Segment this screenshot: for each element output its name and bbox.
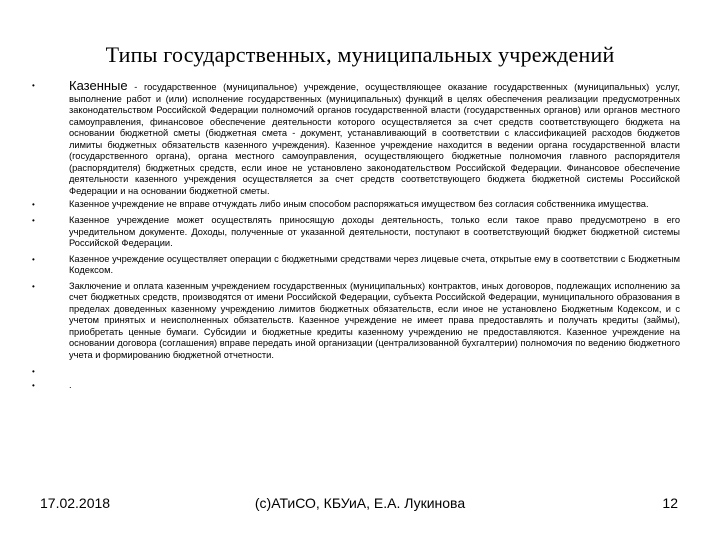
footer-author: (с)АТиСО, КБУиА, Е.А. Лукинова [254, 495, 466, 511]
bullet-text: Казенное учреждение может осуществлять приносящую доходы деятельность, только если такое право предусмотрено в его учредительном документе. Доходы, полученные от указанной деятельности, поступают в соответствующий бюджет бюджетной системы Российской Федерации. [69, 215, 680, 249]
bullet-dot-icon: • [32, 366, 35, 376]
bullet-text: Казенное учреждение осуществляет операции с бюджетными средствами через лицевые счета, открытые ему в соответствии с Бюджетным Кодексом. [69, 253, 680, 276]
bullet-text: - государственное (муниципальное) учреждение, осуществляющее оказание государственных (муниципальных) услуг, выполнение работ и (или) исполнение государственных (муниципальных) функций в целях обеспечения реализации предусмотренных законодательством Российской Федерации полномочий органов государственной власти (государственных органов) или органов местного самоуправления, финансовое обеспечение деятельности которого осуществляется за счет средств соответствующего бюджета на основании бюджетной сметы (бюджетная смета - документ, устанавливающий в соответствии с классификацией расходов бюджетов лимиты бюджетных обязательств казенного учреждения). Казенное учреждение находится в ведении органа государственной власти (государственного органа), органа местного самоуправления, осуществляющего бюджетные полномочия главного распорядителя (распорядителя) бюджетных средств, если иное не установлено законодательством Российской Федерации. Финансовое обеспечение деятельности казенного учреждения осуществляется за счет средств соответствующего бюджета бюджетной системы Российской Федерации и на основании бюджетной сметы. [69, 82, 680, 196]
bullet-item-accounts [32, 254, 680, 277]
bullet-item-property [32, 199, 680, 211]
bullet-item-kazennye [32, 80, 680, 197]
footer-date: 17.02.2018 [40, 495, 111, 511]
bullet-dot-icon: • [32, 381, 35, 391]
bullet-dot-icon: • [32, 216, 35, 226]
bullet-text: Казенное учреждение не вправе отчуждать либо иным способом распоряжаться имуществом без согласия собственника имущества. [69, 199, 649, 210]
bullet-text: . [69, 380, 72, 391]
bullet-dot-icon: • [32, 200, 35, 210]
bullet-term: Казенные [69, 78, 128, 93]
slide-title: Типы государственных, муниципальных учреждений [105, 42, 615, 67]
bullet-item-contracts [32, 281, 680, 362]
bullet-dot-icon: • [32, 254, 35, 264]
bullet-item-income [32, 215, 680, 250]
bullet-item-empty [32, 366, 680, 378]
bullet-list [32, 80, 680, 396]
footer-page-number: 12 [662, 495, 678, 511]
bullet-dot-icon: • [32, 281, 35, 291]
bullet-dot-icon: • [32, 81, 35, 90]
bullet-item-dot [32, 380, 680, 392]
bullet-text: Заключение и оплата казенным учреждением государственных (муниципальных) контрактов, иных договоров, подлежащих исполнению за счет бюджетных средств, производятся от имени Российской Федерации, субъекта Российской Федерации, муниципального образования в пределах доведенных казенному учреждению лимитов бюджетных обязательств, если иное не установлено Бюджетным Кодексом, и с учетом принятых и неисполненных обязательств. Казенное учреждение не имеет права предоставлять и получать кредиты (займы), приобретать ценные бумаги. Субсидии и бюджетные кредиты казенному учреждению не предоставляются. Казенное учреждение на основании договора (соглашения) вправе передать иной организации (централизованной бухгалтерии) полномочия по ведению бюджетного учета и формированию бюджетной отчетности. [69, 280, 680, 361]
